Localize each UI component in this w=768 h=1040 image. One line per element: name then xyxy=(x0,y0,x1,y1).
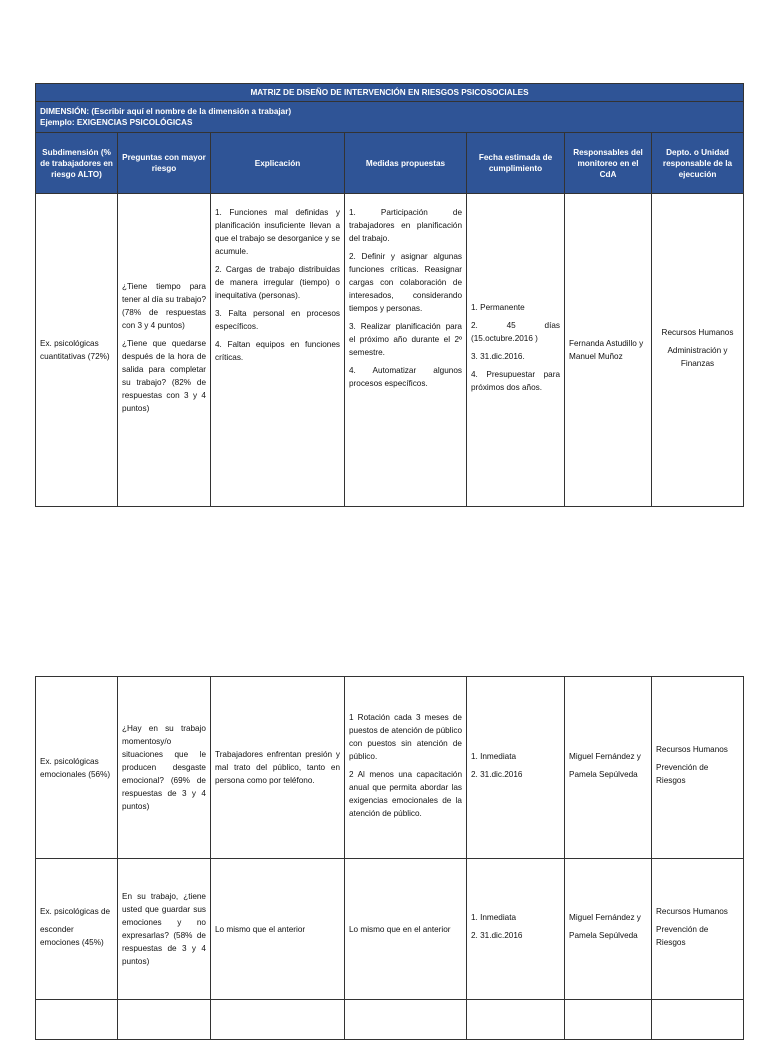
questions-cell xyxy=(118,194,211,507)
explanation-item: 3. Falta personal en procesos específicos. xyxy=(215,309,340,331)
question-item: ¿Tiene que quedarse después de la hora de salida para completar su trabajo? (82% de respuestas con 3 y 4 puntos) xyxy=(122,339,206,413)
department-item: Prevención de Riesgos xyxy=(656,924,709,947)
explanation-item: 4. Faltan equipos en funciones críticas. xyxy=(215,340,340,362)
explanation-cell: Lo mismo que el anterior xyxy=(211,859,345,1000)
measures-cell: Lo mismo que en el anterior xyxy=(345,859,467,1000)
intervention-matrix-continuation xyxy=(35,676,743,1040)
table-row xyxy=(36,859,744,1000)
explanation-cell: Trabajadores enfrentan presión y mal trato del público, tanto en persona como por teléfono. xyxy=(211,677,345,859)
responsible-cell xyxy=(565,677,652,859)
responsible-item: Miguel Fernández y xyxy=(569,751,641,761)
column-header-measures: Medidas propuestas xyxy=(345,133,467,194)
responsible-cell xyxy=(565,859,652,1000)
measure-item: 3. Realizar planificación para el próximo año durante el 2º semestre. xyxy=(349,322,462,357)
department-cell xyxy=(652,859,744,1000)
intervention-matrix-table xyxy=(35,83,743,507)
department-item: Administración y Finanzas xyxy=(667,345,728,368)
measure-item: 4. Automatizar algunos procesos específicos. xyxy=(349,366,462,388)
subdimension-cell: Ex. psicológicas emocionales (56%) xyxy=(36,677,118,859)
date-item: 1. Inmediata xyxy=(471,913,517,922)
department-item: Prevención de Riesgos xyxy=(656,763,709,785)
table-row xyxy=(36,194,744,507)
explanation-item: 1. Funciones mal definidas y planificación insuficiente llevan a que el trabajo se desorganice y se acumule. xyxy=(215,208,340,256)
date-item: 3. 31.dic.2016. xyxy=(471,352,525,361)
responsible-item: Pamela Sepúlveda xyxy=(569,931,638,940)
measures-cell xyxy=(345,194,467,507)
date-item: 2. 31.dic.2016 xyxy=(471,769,523,779)
responsible-item: Pamela Sepúlveda xyxy=(569,769,638,779)
dimension-example: Ejemplo: EXIGENCIAS PSICOLÓGICAS xyxy=(40,118,193,127)
dimension-line: DIMENSIÓN: (Escribir aquí el nombre de la dimensión a trabajar) xyxy=(40,107,292,116)
column-header-responsible: Responsables del monitoreo en el CdA xyxy=(565,133,652,194)
department-item: Recursos Humanos xyxy=(661,327,734,337)
responsible-item: Miguel Fernández y xyxy=(569,913,641,922)
date-item: 1. Inmediata xyxy=(471,751,517,761)
questions-cell: En su trabajo, ¿tiene usted que guardar sus emociones y no expresarlas? (58% de respuestas de 3 y 4 puntos) xyxy=(118,859,211,1000)
column-header-date: Fecha estimada de cumplimiento xyxy=(467,133,565,194)
department-cell xyxy=(652,677,744,859)
matrix-title: MATRIZ DE DISEÑO DE INTERVENCIÓN EN RIESGOS PSICOSOCIALES xyxy=(36,84,744,102)
date-item: 1. Permanente xyxy=(471,303,525,312)
column-header-explanation: Explicación xyxy=(211,133,345,194)
question-item: ¿Tiene tiempo para tener al día su trabajo? (78% de respuestas con 3 y 4 puntos) xyxy=(122,282,206,330)
explanation-item: 2. Cargas de trabajo distribuidas de manera irregular (tiempo) o inequitativa (personas). xyxy=(215,265,340,300)
explanation-cell xyxy=(211,194,345,507)
date-item: 2. 45 días (15.octubre.2016 ) xyxy=(471,321,560,343)
column-header-subdimension: Subdimensión (% de trabajadores en riesgo ALTO) xyxy=(36,133,118,194)
subdimension-cell xyxy=(36,859,118,1000)
date-cell xyxy=(467,677,565,859)
date-cell xyxy=(467,859,565,1000)
measures-cell xyxy=(345,677,467,859)
date-cell xyxy=(467,194,565,507)
questions-cell: ¿Hay en su trabajo momentosy/o situaciones que le producen desgaste emocional? (69% de respuestas de 3 y 4 puntos) xyxy=(118,677,211,859)
subdimension-cell: Ex. psicológicas cuantitativas (72%) xyxy=(36,194,118,507)
date-item: 4. Presupuestar para próximos dos años. xyxy=(471,370,560,392)
department-item: Recursos Humanos xyxy=(656,906,728,916)
department-item: Recursos Humanos xyxy=(656,745,728,754)
subdimension-line: Ex. psicológicas de xyxy=(40,906,111,916)
date-item: 2. 31.dic.2016 xyxy=(471,931,523,940)
column-header-questions: Preguntas con mayor riesgo xyxy=(118,133,211,194)
measure-item: 2. Definir y asignar algunas funciones críticas. Reasignar cargas con colaboración de interesados, considerando tiempos y personas. xyxy=(349,252,462,313)
measure-item: 1 Rotación cada 3 meses de puestos de atención de público con puestos sin atención de público. xyxy=(349,712,462,761)
department-cell xyxy=(652,194,744,507)
dimension-header xyxy=(36,102,744,133)
column-header-department: Depto. o Unidad responsable de la ejecución xyxy=(652,133,744,194)
measure-item: 2 Al menos una capacitación anual que permita abordar las exigencias emocionales de la atención de público. xyxy=(349,769,462,818)
subdimension-line: esconder emociones (45%) xyxy=(40,924,104,947)
table-row xyxy=(36,677,744,859)
measure-item: 1. Participación de trabajadores en planificación del trabajo. xyxy=(349,208,462,243)
table-row-empty xyxy=(36,1000,744,1040)
responsible-cell: Fernanda Astudillo y Manuel Muñoz xyxy=(565,194,652,507)
